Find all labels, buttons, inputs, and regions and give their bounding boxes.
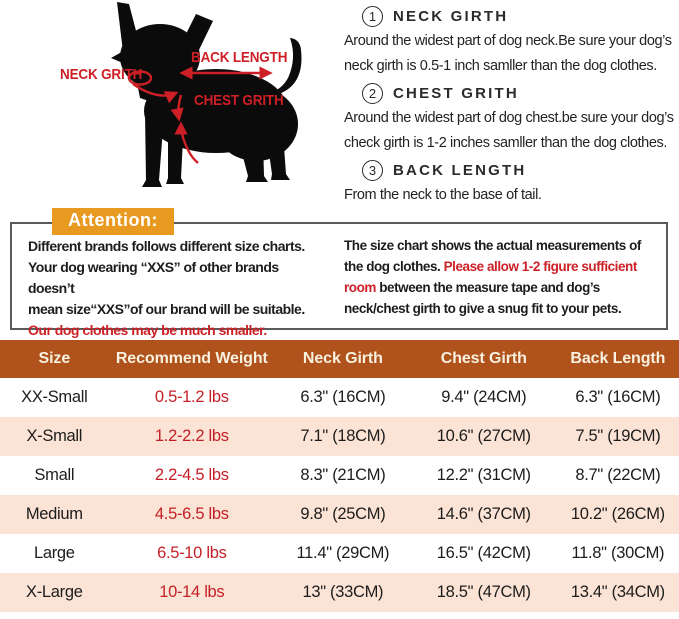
instruction-2-heading (362, 83, 676, 104)
dog-measurement-diagram (0, 0, 340, 215)
attention-right-red: Please allow 1-2 figure sufficient room (344, 258, 637, 295)
header-chest-girth: Chest Girth (440, 350, 527, 367)
circled-number-2: 2 (362, 83, 383, 104)
cell-size: Medium (25, 505, 83, 523)
cell-back: 6.3" (16CM) (575, 388, 661, 406)
chest-girth-diagram-label: CHEST GRITH (194, 92, 284, 109)
header-back-length: Back Length (570, 350, 666, 367)
attention-right-pre: The size chart shows the actual measurements of the dog clothes. (344, 238, 641, 274)
cell-size: X-Large (26, 583, 83, 601)
attention-left-column (28, 236, 328, 338)
attention-left-line-2: Your dog wearing “XXS” of other brands doesn’t (28, 259, 279, 296)
instruction-1-title: NECK GIRTH (393, 8, 509, 25)
cell-neck: 7.1" (18CM) (300, 427, 386, 445)
cell-weight: 1.2-2.2 lbs (154, 427, 229, 445)
size-chart-table (0, 340, 679, 612)
back-length-diagram-label: BACK LENGTH (191, 49, 288, 66)
dog-silhouette (0, 0, 340, 215)
cell-neck: 11.4" (29CM) (296, 544, 390, 562)
cell-weight: 10-14 lbs (159, 583, 225, 601)
instruction-3-title: BACK LENGTH (393, 161, 527, 179)
cell-chest: 10.6" (27CM) (436, 427, 531, 445)
cell-chest: 12.2" (31CM) (436, 466, 531, 484)
cell-back: 7.5" (19CM) (575, 427, 661, 445)
cell-size: X-Small (26, 427, 83, 445)
cell-weight: 0.5-1.2 lbs (154, 388, 229, 406)
table-header-row (0, 340, 679, 378)
cell-chest: 16.5" (42CM) (436, 544, 531, 562)
attention-right-post: between the measure tape and dog’s neck/chest girth to give a snug fit to your pets. (344, 279, 622, 316)
measurement-instructions (344, 2, 676, 208)
attention-tag: Attention: (52, 208, 174, 235)
table-row (0, 417, 679, 456)
cell-back: 8.7" (22CM) (575, 466, 661, 484)
table-row (0, 456, 679, 495)
table-row (0, 495, 679, 534)
cell-back: 13.4" (34CM) (570, 583, 665, 601)
cell-weight: 2.2-4.5 lbs (154, 466, 229, 484)
cell-chest: 14.6" (37CM) (436, 505, 531, 523)
neck-girth-diagram-label: NECK GRITH (60, 66, 143, 83)
cell-size: XX-Small (21, 388, 88, 406)
cell-chest: 9.4" (24CM) (441, 388, 527, 406)
attention-left-red-line: Our dog clothes may be much smaller. (28, 322, 267, 338)
instruction-2-body: Around the widest part of dog chest.be sure your dog’s check girth is 1-2 inches samller than the dog clothes. (344, 109, 674, 151)
header-size: Size (38, 350, 71, 367)
attention-right-column (344, 236, 654, 322)
cell-chest: 18.5" (47CM) (436, 583, 531, 601)
header-neck-girth: Neck Girth (302, 350, 383, 367)
table-row (0, 573, 679, 612)
instruction-2-title: CHEST GRITH (393, 84, 519, 102)
instruction-3-heading (362, 160, 676, 181)
circled-number-3: 3 (362, 160, 383, 181)
header-weight: Recommend Weight (115, 350, 268, 367)
cell-weight: 6.5-10 lbs (157, 544, 227, 562)
cell-size: Large (33, 544, 75, 562)
instruction-1-heading (362, 6, 676, 27)
cell-back: 11.8" (30CM) (571, 544, 665, 562)
cell-neck: 6.3" (16CM) (300, 388, 386, 406)
cell-neck: 13" (33CM) (302, 583, 384, 601)
attention-right-paragraph (344, 236, 654, 320)
instruction-3-body: From the neck to the base of tail. (344, 186, 542, 203)
cell-size: Small (34, 466, 75, 484)
cell-neck: 9.8" (25CM) (300, 505, 386, 523)
cell-back: 10.2" (26CM) (570, 505, 665, 523)
table-row (0, 378, 679, 417)
instruction-1-body: Around the widest part of dog neck.Be sure your dog’s neck girth is 0.5-1 inch samller than the dog clothes. (344, 33, 672, 74)
attention-left-line-1: Different brands follows different size charts. (28, 238, 305, 254)
table-row (0, 534, 679, 573)
cell-weight: 4.5-6.5 lbs (154, 505, 229, 523)
attention-box (10, 210, 668, 338)
circled-number-1: 1 (362, 6, 383, 27)
cell-neck: 8.3" (21CM) (300, 466, 386, 484)
attention-left-line-3: mean size“XXS”of our brand will be suitable. (28, 301, 305, 317)
